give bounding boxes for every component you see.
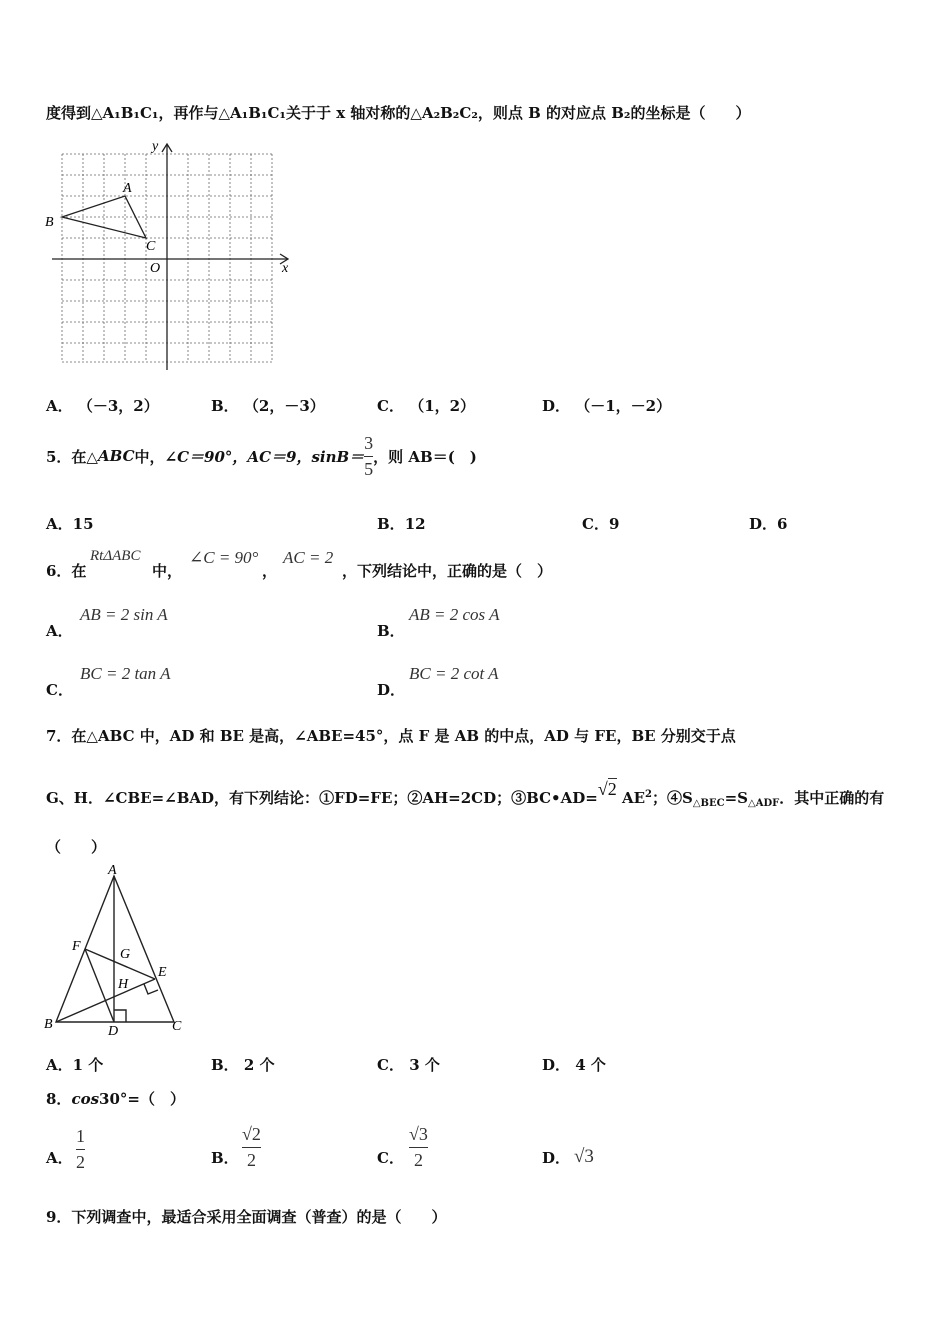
q6-zhong: 中， [152, 562, 183, 580]
q7-point-d-label: D [108, 1024, 119, 1039]
q9-stem: 9．下列调查中，最适合采用全面调查（普查）的是（ ） [46, 1208, 447, 1226]
q8-option-c-fraction[interactable]: √3 2 [409, 1124, 428, 1170]
q4-point-a-label: A [123, 181, 132, 196]
q6-option-a-label[interactable]: A． [46, 622, 73, 640]
q6-option-b-label[interactable]: B． [377, 622, 405, 640]
q6-option-c-expr[interactable]: BC = 2 tan A [80, 664, 171, 683]
q6-angle-c: ∠C = 90° [189, 548, 259, 567]
q7-point-h-label: H [118, 977, 129, 992]
q4-grid-figure [40, 136, 300, 376]
q4-point-c-label: C [146, 239, 156, 254]
q6-suffix: ，下列结论中，正确的是（ ） [342, 562, 553, 580]
q6-option-b-expr[interactable]: AB = 2 cos A [409, 605, 500, 624]
q7-point-a-label: A [108, 863, 117, 878]
q6-comma: ， [262, 562, 278, 580]
q8-option-b-fraction[interactable]: √2 2 [242, 1124, 261, 1170]
q7-point-f-label: F [72, 939, 81, 954]
q7-point-g-label: G [120, 947, 131, 962]
q6-option-c-label[interactable]: C． [46, 681, 73, 699]
q5-fraction: $\frac{3}{5}$ [364, 432, 374, 479]
q6-ac-value: AC = 2 [283, 548, 334, 567]
q7-option-c[interactable]: C． 3 个 [377, 1056, 440, 1074]
q5-option-c[interactable]: C．9 [582, 515, 620, 533]
q7-line3: （ ） [46, 838, 107, 856]
q6-rt-triangle: RtΔABC [90, 548, 141, 564]
q6-option-d-label[interactable]: D． [377, 681, 406, 699]
q7-line1: 7．在△ABC 中，AD 和 BE 是高，∠ABE=45°，点 F 是 AB 的中点，AD 与 FE，BE 分别交于点 [46, 727, 736, 745]
q8-option-d-label[interactable]: D． [542, 1149, 571, 1167]
q7-line2: G、H．∠CBE=∠BAD，有下列结论：①FD=FE；②AH=2CD；③BC•AD=√2 $AE^2$；$④S_{\triangle BEC}=S_{\triangle ADF}$．其中正确的有 [46, 779, 885, 809]
q7-point-b-label: B [44, 1017, 53, 1032]
q4-option-a[interactable]: A． （－3，2） [46, 397, 159, 415]
q5-option-a[interactable]: A．15 [46, 515, 94, 533]
q4-origin-label: O [150, 261, 161, 276]
q6-option-d-expr[interactable]: BC = 2 cot A [409, 664, 499, 683]
q4-x-axis-label: x [282, 261, 289, 276]
q4-option-d[interactable]: D． （－1，－2） [542, 397, 672, 415]
q4-stem: 度得到△A₁B₁C₁，再作与△A₁B₁C₁关于于 x 轴对称的△A₂B₂C₂，则点 B 的对应点 B₂的坐标是（ ） [46, 104, 751, 122]
q7-point-c-label: C [172, 1019, 182, 1034]
q6-prefix: 6．在 [46, 562, 87, 580]
q5-stem: 5．在△ ABC 中， ∠C＝90°，AC＝9，sinB＝ $\frac{3}{5}$ ，则 AB＝( ) [46, 432, 477, 479]
q4-y-axis-label: y [152, 139, 159, 154]
q7-option-a[interactable]: A．1 个 [46, 1056, 104, 1074]
q8-option-a-fraction[interactable]: 1 2 [76, 1126, 85, 1172]
q8-option-d-expr[interactable]: √3 [574, 1146, 594, 1167]
q5-option-d[interactable]: D．6 [749, 515, 788, 533]
q4-option-c[interactable]: C． （1，2） [377, 397, 476, 415]
q6-option-a-expr[interactable]: AB = 2 sin A [80, 605, 168, 624]
q7-point-e-label: E [158, 965, 167, 980]
q8-option-c-label[interactable]: C． [377, 1149, 404, 1167]
q7-option-b[interactable]: B． 2 个 [211, 1056, 275, 1074]
q7-triangle-figure [40, 862, 195, 1042]
q5-option-b[interactable]: B．12 [377, 515, 426, 533]
q8-option-b-label[interactable]: B． [211, 1149, 239, 1167]
q8-option-a-label[interactable]: A． [46, 1149, 73, 1167]
q4-option-b[interactable]: B． （2，－3） [211, 397, 325, 415]
q8-stem: 8．cos30°=（ ） [46, 1090, 185, 1108]
q4-point-b-label: B [45, 215, 54, 230]
q7-option-d[interactable]: D． 4 个 [542, 1056, 606, 1074]
